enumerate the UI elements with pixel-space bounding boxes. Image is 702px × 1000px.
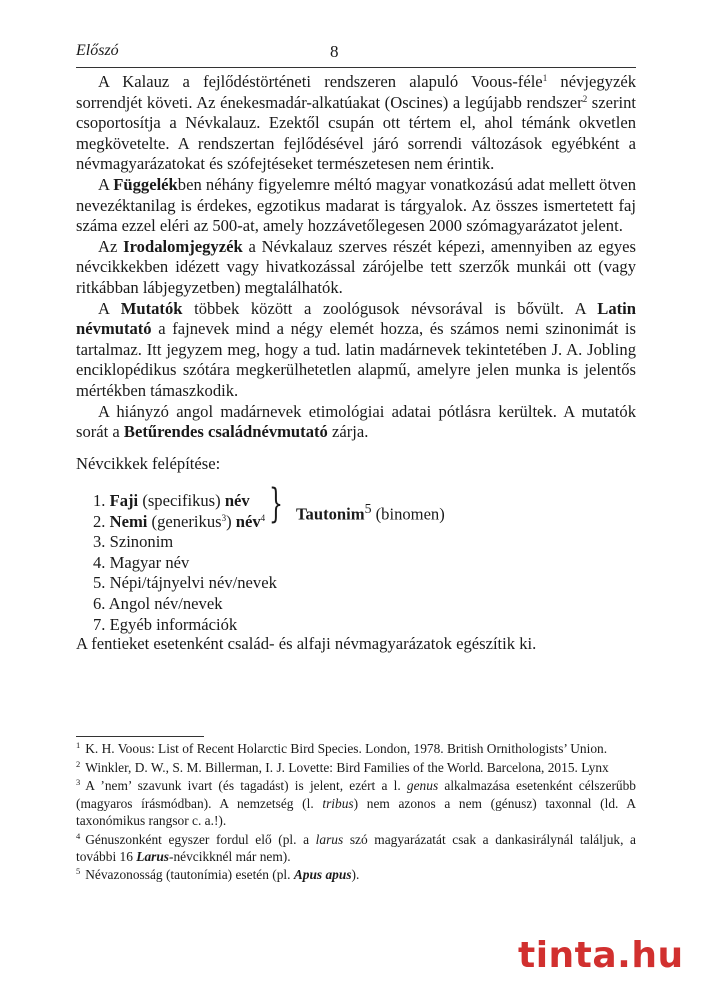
italic-term: larus bbox=[315, 831, 344, 847]
paragraph-4 bbox=[76, 299, 636, 402]
page-number: 8 bbox=[330, 42, 339, 61]
italic-term: genus bbox=[406, 778, 439, 794]
paragraph-2 bbox=[76, 175, 636, 237]
running-title: Előszó bbox=[76, 42, 119, 59]
item-text: (binomen) bbox=[371, 504, 445, 524]
footnote-text: szó magyarázatát csak a dankasirálynál találjuk, a további 16 bbox=[76, 831, 636, 864]
bold-italic-term: Apus apus bbox=[293, 867, 352, 883]
list-item: 5. Népi/tájnyelvi név/nevek bbox=[93, 573, 277, 593]
footnote-mark: 3 bbox=[76, 777, 81, 788]
footnote-mark: 5 bbox=[76, 866, 81, 877]
item-number: 2. bbox=[93, 511, 110, 531]
footnote-ref: 2 bbox=[582, 93, 588, 104]
structure-heading: Névcikkek felépítése: bbox=[76, 454, 221, 473]
footnote-ref: 3 bbox=[221, 512, 227, 523]
paragraph-text: A bbox=[98, 298, 121, 318]
footnote bbox=[76, 866, 636, 883]
list-item: 3. Szinonim bbox=[93, 532, 174, 552]
bold-term: név bbox=[224, 491, 250, 510]
footnotes bbox=[76, 740, 636, 885]
running-header bbox=[76, 42, 636, 68]
list-item: 6. Angol név/nevek bbox=[93, 593, 223, 613]
footnote-rule bbox=[76, 736, 204, 737]
bold-term: Nemi bbox=[109, 511, 148, 531]
bold-term: Faji bbox=[109, 491, 139, 510]
list-item bbox=[93, 512, 277, 533]
item-number: 1. bbox=[93, 491, 110, 510]
preface-body bbox=[76, 72, 636, 443]
footnote-text: alkalmazása esetenként célszerűbb (magyaros írásmódban). A nemzetség (l. bbox=[76, 778, 636, 811]
footnote-text: ) nem azonos a nem (génusz) taxonnal (ld. A taxonómikus rangsor c. a.!). bbox=[76, 795, 636, 828]
paragraph-text: a fajnevek mind a négy elemét hozza, és számos nemi szinonimát is tartalmaz. Itt jegyzem meg, hogy a tud. latin madárnevek tekintetében J. A. Jobling enciklopédikus szótára megkerülhetetlen alapmű, amelyre jelen munka is jelentős mértékben támaszkodik. bbox=[76, 319, 636, 400]
paragraph-text: névjegyzék sorrendjét követi. Az énekesmadár-alkatúakat (Oscines) a legújabb rendszer bbox=[76, 72, 636, 112]
footnote-mark: 2 bbox=[76, 758, 81, 769]
footnote-mark: 1 bbox=[76, 740, 81, 750]
paragraph-text: Az bbox=[98, 236, 124, 256]
footnote-ref: 4 bbox=[260, 512, 266, 523]
paragraph-text: A Kalauz a fejlődéstörténeti rendszeren alapuló Voous-féle bbox=[98, 72, 543, 91]
list-item: 4. Magyar név bbox=[93, 552, 190, 572]
footnote bbox=[76, 740, 636, 757]
paragraph-3 bbox=[76, 237, 636, 299]
tautonim-label bbox=[296, 499, 445, 525]
footnote-text: Winkler, D. W., S. M. Billerman, I. J. Lovette: Bird Families of the World. Barcelona, 2015. Lynx bbox=[85, 759, 609, 775]
paragraph-text: ben néhány figyelemre méltó magyar vonatkozású adat mellett ötven nevezéktanilag is érdekes, egzotikus madarat is tárgyalok. Az összes ismertetett faj száma ezzel eléri az 500-at, amely hozzávetőlegesen 2000 szómagyarázatot jelent. bbox=[76, 174, 636, 236]
bold-italic-term: Larus bbox=[136, 848, 170, 864]
footnote-ref: 5 bbox=[364, 501, 372, 516]
footnote-ref: 1 bbox=[542, 73, 548, 83]
paragraph-text: A bbox=[98, 174, 114, 194]
bold-term: név bbox=[235, 511, 261, 531]
item-text: (specifikus) bbox=[138, 491, 225, 510]
footnote-text: K. H. Voous: List of Recent Holarctic Bird Species. London, 1978. British Ornithologists’ Union. bbox=[85, 741, 608, 756]
footnote bbox=[76, 831, 636, 865]
structure-list bbox=[93, 491, 277, 635]
footnote-text: A ’nem’ szavunk ivart (és tagadást) is jelent, ezért a l. bbox=[85, 778, 407, 794]
curly-brace: } bbox=[269, 481, 283, 527]
item-text: (generikus bbox=[147, 511, 222, 531]
item-text: ) bbox=[226, 511, 236, 531]
bold-term: Irodalomjegyzék bbox=[123, 236, 243, 256]
paragraph-text: zárja. bbox=[327, 422, 369, 442]
paragraph-text: szerint csoportosítja a Névkalauz. Ezektől csupán ott tértem el, ahol témánk okvetlen megkövetelte. A rendszertan fejlődésével járó sorrendi változások egyébként a névmagyarázatokat és szófejtéseket természetesen nem érintik. bbox=[76, 92, 636, 174]
footnote-text: ). bbox=[351, 867, 360, 883]
bold-term: Függelék bbox=[113, 174, 178, 194]
paragraph-5 bbox=[76, 402, 636, 443]
list-item bbox=[93, 491, 277, 512]
footnote bbox=[76, 777, 636, 829]
footnote-text: Génuszonként egyszer fordul elő (pl. a bbox=[85, 831, 316, 847]
footnote-text: -névcikknél már nem). bbox=[169, 848, 291, 864]
closing-sentence: A fentieket esetenként család- és alfaji névmagyarázatok egészítik ki. bbox=[76, 634, 537, 653]
footnote-mark: 4 bbox=[76, 830, 81, 841]
footnote-text: Névazonosság (tautonímia) esetén (pl. bbox=[85, 867, 294, 883]
paragraph-1 bbox=[76, 72, 636, 175]
bold-term: Mutatók bbox=[120, 298, 183, 318]
tinta-watermark-logo: tinta.hu bbox=[518, 935, 684, 976]
bold-term: Latin névmutató bbox=[76, 298, 636, 339]
bold-term: Betűrendes családnévmutató bbox=[123, 422, 328, 442]
list-item: 7. Egyéb információk bbox=[93, 614, 238, 634]
footnote bbox=[76, 759, 636, 776]
bold-term: Tautonim bbox=[296, 504, 365, 524]
paragraph-text: többek között a zoológusok névsorával is bővült. A bbox=[182, 298, 598, 318]
paragraph-text: a Névkalauz szerves részét képezi, amennyiben az egyes névcikkekben idézett vagy hivatkozással zárójelbe tett szerzők munkái ott (vagy ritkábban lábjegyzetben) megtalálhatók. bbox=[76, 236, 636, 297]
paragraph-text: A hiányzó angol madárnevek etimológiai adatai pótlásra kerültek. A mutatók sorát a bbox=[76, 401, 636, 442]
header-rule bbox=[76, 67, 636, 68]
italic-term: tribus bbox=[322, 795, 354, 811]
